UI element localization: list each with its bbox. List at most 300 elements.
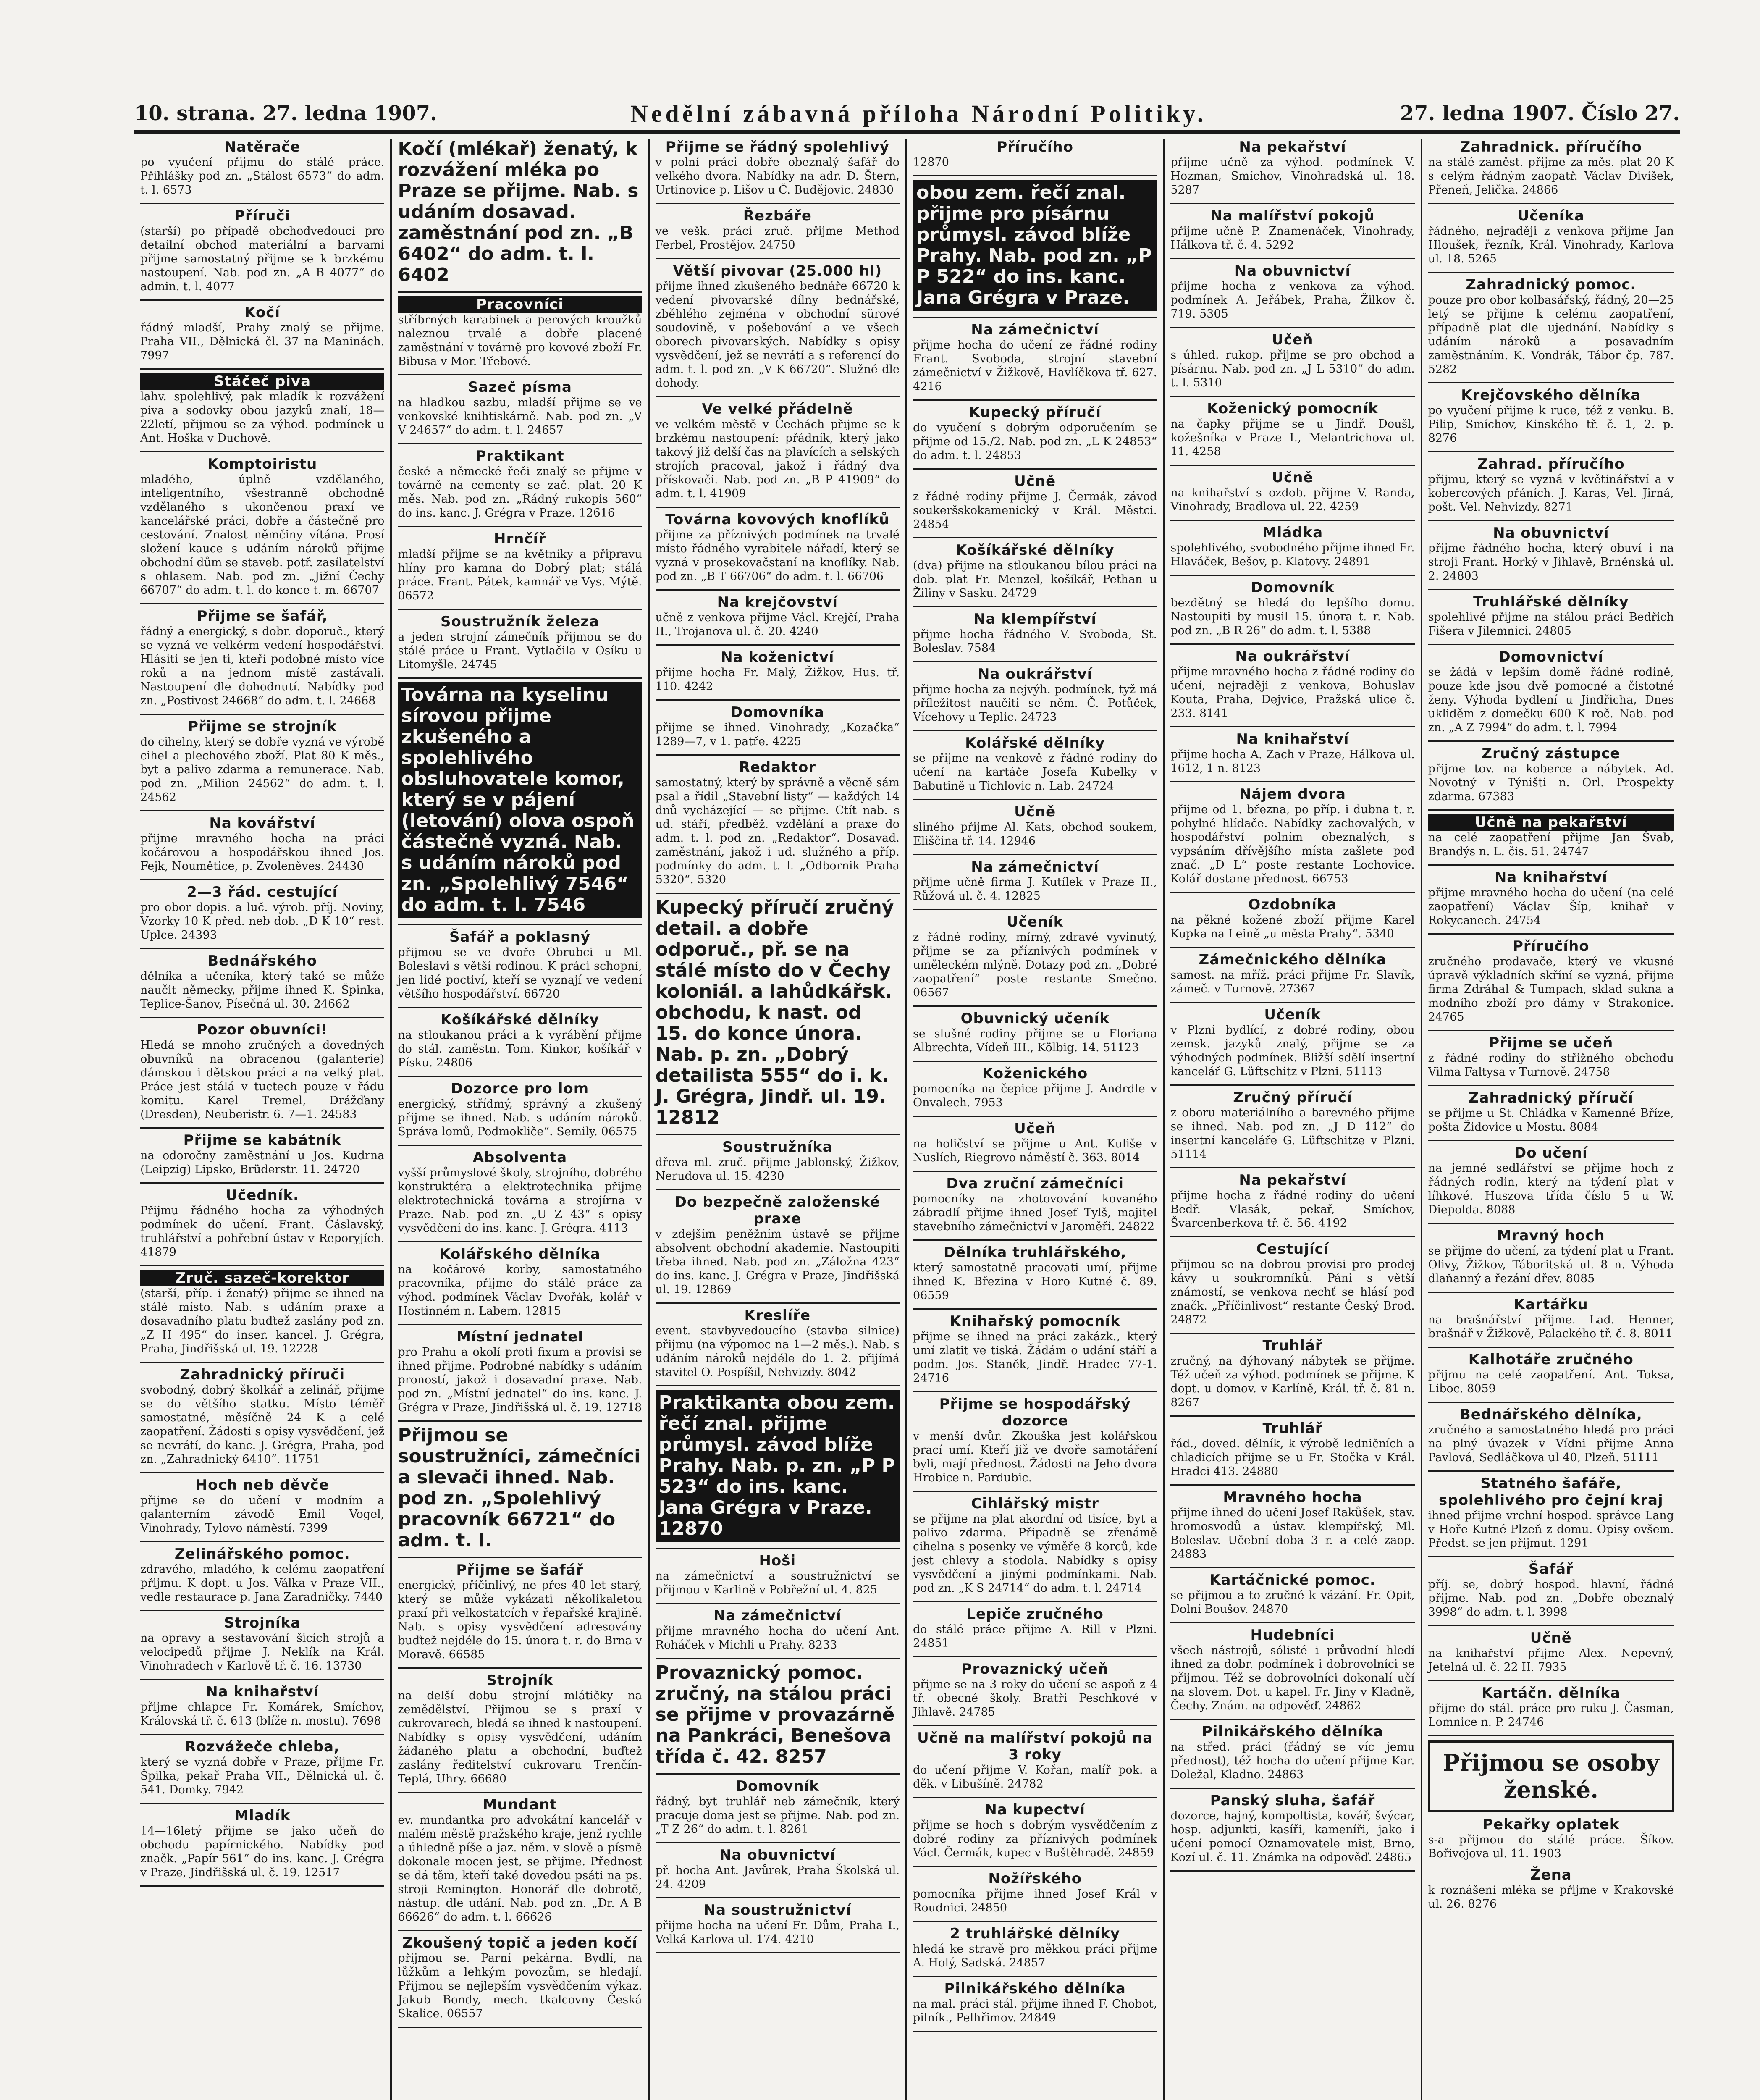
ad-divider: [913, 1866, 1157, 1867]
ad-body: hledá ke stravě pro měkkou práci přijme A. Holý, Sadská. 24857: [913, 1942, 1157, 1969]
ad-body: mladší přijme se na květníky a připravu hlíny pro kamna do Dobrý plat; stálá práce. Frant. Pátek, kamnář ve Vys. Mýtě. 06572: [398, 548, 642, 602]
ad-heading: Nájem dvora: [1239, 786, 1346, 803]
classified-ad: [913, 1244, 1157, 1302]
classified-ad: [913, 1730, 1157, 1791]
ad-heading: Přijme se šafář: [456, 1562, 584, 1578]
classified-ad: [656, 704, 900, 748]
ad-body: přijme hocha Fr. Malý, Žižkov, Hus. tř. 110. 4242: [655, 666, 900, 693]
ad-divider: [656, 1658, 900, 1659]
ad-heading: Rozvážeče chleba,: [185, 1738, 340, 1755]
classified-ad: [913, 1175, 1157, 1234]
ad-body: energický, střídmý, správný a zkušený přijme se ihned. Nab. s udáním nároků. Správa lomů, Podmokliče“. Semily. 06575: [398, 1097, 642, 1138]
classified-ad: [913, 858, 1157, 903]
ad-divider: [913, 799, 1157, 800]
ad-divider: [913, 175, 1157, 176]
classified-ad: [140, 1546, 384, 1604]
ad-display-text: Kupecký příručí zručný detail. a dobře odporuč., př. se na stálé místo do v Čechy koloniál. a lahůdkářsk. obchodu, k nast. od 15. do konce února. Nab. p. zn. „Dobrý detailista 555“ do i. k. J. Grégra, Jindř. ul. 19. 12812: [655, 897, 894, 1128]
ad-heading: Na koženictví: [721, 649, 834, 666]
ad-body: vyšší průmyslové školy, strojního, dobrého konstruktéra a elektrotechnika přijme elektrotechnická továrna a strojírna v Praze. Nab. pod zn. „U Z 43“ s opisy vysvědčení do ins. kanc. J. Grégra. 4113: [398, 1166, 642, 1235]
ad-heading: Přijme se učeň: [1489, 1034, 1613, 1051]
ad-heading: Na knihařství: [206, 1683, 319, 1700]
classified-ad: [1428, 207, 1674, 266]
ad-divider: [1170, 726, 1414, 727]
classified-ad: [913, 1495, 1157, 1595]
ad-heading: Zručný příručí: [1233, 1089, 1352, 1106]
ad-body: všech nástrojů, sólisté i průvodní hledí ihned za dobr. podmínek i dobrovolníci se přijmou. Též se dobrovolníci dokonalí učí na slovem. Dot. u kapel. Fr. Jiny v Kladně, Čechy. Znám. na odpověď. 24862: [1170, 1644, 1415, 1712]
ad-divider: [398, 677, 642, 679]
ad-divider: [398, 1930, 642, 1931]
ad-body: přijme ihned zkušeného bednáře 66720 k vedení pivovarské dílny bednářské, zběhlého zejména v obchodní sürové soudovině, v pošebování a ve všech oborech pivovarských. Nabídky s opisy vysvědčení, jež se nevrátí a s referencí do adm. t. l. pod zn. „V K 66720“. Služné dle dohody.: [655, 280, 900, 390]
ad-divider: [1428, 644, 1674, 645]
ad-heading: Učeník: [1264, 1006, 1321, 1023]
classified-ad: [656, 1778, 900, 1836]
classified-ad: [1170, 1572, 1414, 1616]
ad-divider: [1170, 520, 1414, 521]
classified-ad: [913, 735, 1157, 793]
masthead-title: Nedělní zábavná příloha Národní Politiky.: [630, 100, 1207, 127]
column-5: [1165, 139, 1422, 2100]
ad-body: po vyučení přijme k ruce, též z venku. B. Pilip, Smíchov, Kinského tř. č. 1, 2. p. 8276: [1428, 404, 1674, 445]
ad-body: 12870: [913, 156, 949, 169]
ad-divider: [656, 1548, 900, 1549]
classified-ad: [1170, 786, 1414, 886]
ad-body: k roznášení mléka se přijme v Krakovské ul. 26. 8276: [1428, 1884, 1674, 1911]
ad-heading: Kupecký příručí: [969, 404, 1101, 421]
ad-body: přijme do stál. práce pro ruku J. Časman, Lomnice n. P. 24746: [1428, 1702, 1674, 1729]
classified-ad: [140, 953, 384, 1011]
classified-ad: [1170, 139, 1414, 197]
ad-divider: [1428, 272, 1674, 273]
classified-ad: [913, 1801, 1157, 1860]
ad-body: na opravy a sestavování šicích strojů a velocipedů přijme J. Neklík na Král. Vinohradech v Karlově tř. č. 16. 13730: [140, 1632, 385, 1672]
classified-ad: [1170, 579, 1414, 638]
ad-body: na kočárové korby, samostatného pracovníka, přijme do stálé práce za výhod. podmínek Václav Dvořák, kolář v Hostinném n. Labem. 12815: [398, 1263, 642, 1318]
classified-ad: [656, 401, 900, 501]
ad-divider: [140, 1265, 384, 1266]
ad-divider: [913, 2031, 1157, 2032]
ad-divider: [913, 1116, 1157, 1117]
ad-divider: [913, 1656, 1157, 1657]
ad-body: ev. mundantka pro advokátní kancelář v malém městě pražského kraje, jenž rychle a úhledně píše a jaz. něm. v slově a písmě dokonale mocen jest, se přijme. Přednost se dá těm, kteří také dovedou psáti na ps. stroji Remington. Honorář dle dobrotě, nástup. dle udání. Nab. pod zn. „Dr. A B 66626“ do adm. t. l. 66626: [398, 1814, 642, 1924]
ad-divider: [140, 1803, 384, 1804]
ad-body: se přijme u St. Chládka v Kamenné Bříze, pošta Židovice u Mostu. 8084: [1428, 1107, 1674, 1134]
ad-body: energický, příčinlivý, ne přes 40 let starý, který se může vykázati několikaletou praxí při velkostatcích v řepařské krajině. Nab. s opisy vysvědčení adresovány buďtež nejdéle do 15. února t. r. do Brna v Moravě. 66585: [398, 1579, 642, 1661]
ad-heading: Pilnikářského dělníka: [944, 1980, 1126, 1997]
ad-body: ve vešk. práci zruč. přijme Method Ferbel, Prostějov. 24750: [655, 225, 900, 252]
classified-ad: [140, 1738, 384, 1797]
ad-heading: Kolářské dělníky: [965, 735, 1105, 751]
classified-ad: [398, 1149, 642, 1235]
ad-body: řád., doved. dělník, k výrobě ledničních a chladicích přijme se u Fr. Stočka v Král. Hradci 413. 24880: [1170, 1437, 1415, 1478]
classified-ad: [1170, 1489, 1414, 1561]
ad-heading: Mladík: [234, 1807, 291, 1824]
ad-divider: [1170, 1484, 1414, 1486]
classified-ad: [913, 321, 1157, 394]
ad-body: samost. na mříž. práci přijme Fr. Slavík, zámeč. v Turnově. 27367: [1170, 969, 1415, 995]
ad-divider: [1428, 1402, 1674, 1403]
classified-ad: [398, 613, 642, 672]
ad-divider: [913, 1601, 1157, 1602]
ad-heading: Na obuvnictví: [1234, 262, 1351, 279]
ad-heading: Dva zruční zámečníci: [946, 1175, 1124, 1192]
ad-body: na delší dobu strojní mlátičky na zemědělství. Přijmou se s praxí v cukrovarech, bledá se ihned k nastoupení. Nabídky s opisy vysvědčení, udáním žádaného platu a obchodní, buďtež zaslány ředitelství cukrovaru Trenčín-Teplá, Uhry. 66680: [398, 1689, 642, 1785]
ad-heading: Na kupectví: [985, 1801, 1085, 1818]
ad-body: pomocníka na čepice přijme J. Andrdle v Onvalech. 7953: [913, 1082, 1157, 1109]
ad-heading: Pozor obuvníci!: [197, 1021, 328, 1038]
classified-ad: [1428, 814, 1674, 858]
ad-divider: [913, 399, 1157, 401]
ad-heading: Kartáčnické pomoc.: [1209, 1572, 1376, 1588]
ad-heading: Hoch neb děvče: [195, 1477, 329, 1494]
classified-ad: [140, 1132, 384, 1176]
ad-divider: [656, 1842, 900, 1843]
ad-heading: Na zámečnictví: [971, 858, 1099, 875]
ad-divider: [398, 1076, 642, 1077]
classified-ad: [1170, 1089, 1414, 1161]
classified-ad: [1170, 896, 1414, 941]
ad-body: bezdětný se hledá do lepšího domu. Nastoupiti by musil 15. února t. r. Nab. pod zn. „B R 26“ do adm. t. l. 5388: [1170, 596, 1415, 637]
ad-body: přijme mravného hocha do učení Ant. Roháček v Michli u Prahy. 8233: [655, 1625, 900, 1651]
ad-heading: Praktikant: [475, 448, 564, 465]
classified-ad: [1428, 1630, 1674, 1674]
ad-body: pouze pro obor kolbasářský, řádný, 20—25 letý se přijme k celému zaopatření, případně plat dle ujednání. Nabídky s udáním nároků a posavadním zaměstnáním. K. Vondrák, Tábor čp. 787. 5282: [1428, 294, 1674, 376]
ad-divider: [398, 374, 642, 375]
ad-divider: [1428, 740, 1674, 742]
ad-heading: Na klempířství: [973, 611, 1097, 627]
ad-divider: [913, 1921, 1157, 1922]
ad-body: řádný, byt truhlář neb zámečník, který pracuje doma jest se přijme. Nab. pod zn. „T Z 26“ do adm. t. l. 8261: [655, 1795, 900, 1836]
ad-body: přijmou se. Parní pekárna. Bydlí, na lůžkům a lehkým povozům, se hledají. Přijmou se nejlepším vysvědčením výkaz. Jakub Bondy, mech. tkalcovny Česká Skalice. 06557: [398, 1952, 642, 2020]
classified-ad: [913, 1661, 1157, 1719]
ad-heading: Domovník: [735, 1778, 819, 1795]
classified-ad: [1428, 648, 1674, 735]
ad-heading: Hrnčíř: [493, 530, 546, 547]
ad-heading: Ve velké přádelně: [702, 401, 853, 417]
ad-heading: Košíkářské dělníky: [441, 1011, 599, 1028]
ad-heading: Krejčovského dělníka: [1461, 387, 1641, 404]
ad-heading: Do učení: [1514, 1144, 1588, 1161]
ad-divider: [1170, 203, 1414, 204]
classified-ad: [1428, 869, 1674, 927]
section-box-women: Přijmou se osoby ženské.: [1428, 1740, 1674, 1812]
ad-heading: Přijme se kabátník: [183, 1132, 341, 1149]
ad-heading: Na krejčovství: [717, 594, 838, 611]
classified-ad: [656, 1552, 900, 1597]
ad-divider: [1170, 1719, 1414, 1720]
ad-divider: [140, 1734, 384, 1735]
ad-divider: [1170, 1622, 1414, 1623]
ad-heading: Učeník: [1007, 914, 1064, 930]
ad-heading: Statného šafáře, spolehlivého pro čejní kraj: [1439, 1475, 1663, 1509]
ad-body: na knihařství s ozdob. přijme V. Randa, Vinohrady, Bradlova ul. 22. 4259: [1170, 486, 1415, 513]
ad-body: (dva) přijme na stloukanou bílou práci na dob. plat Fr. Menzel, košíkář, Pethan u Žiliny v Sasku. 24729: [913, 559, 1157, 600]
ad-divider: [913, 537, 1157, 538]
ad-body: který samostatně pracovati umí, přijme ihned K. Březina v Horo Kutné č. 89. 06559: [913, 1261, 1157, 1302]
ad-heading: Na zámečnictví: [713, 1607, 842, 1624]
ad-body: se přijmou a to zručné k vázání. Fr. Opit, Dolní Boušov. 24870: [1170, 1589, 1415, 1616]
ad-divider: [913, 1239, 1157, 1241]
ad-divider: [656, 258, 900, 259]
classified-ad: [140, 1614, 384, 1673]
ad-divider: [1170, 1788, 1414, 1789]
ad-body: přijme se na 3 roky do učení se aspoň z 4 tř. obecné školy. Bratři Peschkové v Jihlavě. 24785: [913, 1678, 1157, 1719]
ad-body: na stloukanou práci a k vyrábění přijme do stál. zaměstn. Tom. Kinkor, košíkář v Písku. 24806: [398, 1029, 642, 1069]
ad-heading: Přijme se šafář,: [197, 608, 328, 625]
ad-heading: Učeníka: [1517, 207, 1584, 224]
classified-ad: [140, 1187, 384, 1259]
ad-body: Hledá se mnoho zručných a dovedných obuvníků na obracenou (galanterie) dámskou i dětskou práci a na velký plat. Práce jest stálá v tuctech pouze v řádu komitu. Karel Tremel, Drážďany (Dresden), Neuberistr. 6. 7—1. 24583: [140, 1039, 385, 1121]
ad-body: v menší dvůr. Zkouška jest kolářskou prací umí. Kteří již ve dvoře samotáření byli, mají přednost. Žádosti na Jeho dvora Hrobice n. Pardubic.: [913, 1430, 1157, 1484]
ad-heading: Příručího: [997, 139, 1073, 155]
ad-divider: [1170, 1870, 1414, 1872]
ad-divider: [1170, 1084, 1414, 1086]
ad-divider: [140, 948, 384, 949]
ad-heading: Cihlářský mistr: [971, 1495, 1099, 1512]
classified-ad: [913, 611, 1157, 655]
ad-heading: Na malířství pokojů: [1210, 207, 1375, 224]
ad-divider: [140, 810, 384, 811]
ad-heading: Na oukrářství: [978, 666, 1093, 682]
classified-ad: [140, 456, 384, 597]
ad-heading: Koženický pomocník: [1207, 400, 1378, 417]
ad-body: svobodný, dobrý školkář a zelinář, přijme se do většího statku. Místo téměř samostatné, měsíčně 24 K a celé zaopatření. Žádosti s opisy vysvědčení, jež se nevrátí, do kanc. J. Grégra, Praha, pod zn. „Zahradnický 6410“. 11751: [140, 1383, 385, 1466]
ad-divider: [1428, 1470, 1674, 1472]
classified-ad: [140, 815, 384, 873]
classified-ad: [1170, 331, 1414, 390]
ad-divider: [1428, 809, 1674, 811]
ad-heading: Absolventa: [472, 1149, 567, 1166]
ad-divider: [1170, 1236, 1414, 1237]
ad-heading: Dozorce pro lom: [451, 1080, 589, 1097]
ad-body: přijmou se na dobrou provisi pro prodej kávy u soukromníků. Páni s větší známostí, se venkova nechť se hlásí pod značk. „Příčinlivost“ restante Český Brod. 24872: [1170, 1258, 1415, 1326]
ad-heading: Natěrače: [224, 139, 301, 155]
ad-heading: Zahradnick. příručího: [1460, 139, 1642, 155]
ad-heading: Do bezpečně založenské praxe: [674, 1194, 880, 1227]
ad-body: zdravého, mladého, k celému zaopatření přijmu. K dopt. u Jos. Válka v Praze VII., vedle restaurace p. Jana Zaradničky. 7440: [140, 1563, 385, 1604]
ad-divider: [140, 1541, 384, 1542]
ad-heading: Na obuvnictví: [1493, 525, 1609, 541]
ad-body: do učení přijme V. Kořan, malíř pok. a děk. v Libušíně. 24782: [913, 1764, 1157, 1790]
classified-ad: [398, 1935, 642, 2021]
ad-heading: Na knihařství: [1236, 731, 1349, 748]
classified-ad: [1170, 1337, 1414, 1410]
classified-ad: [1170, 207, 1414, 252]
ad-body: přijme hocha za nejvýh. podmínek, tyž má příležitost naučiti se něm. Č. Potůček, Vícehovy u Teplic. 24723: [913, 683, 1157, 724]
classified-ad: [656, 511, 900, 583]
ad-heading: Učedník.: [226, 1187, 299, 1204]
ad-display-text: Přijmou se soustružníci, zámečníci a slevači ihned. Nab. pod zn. „Spolehlivý pracovník 66721“ do adm. t. l.: [398, 1425, 641, 1551]
classified-ad: [913, 1925, 1157, 1970]
ad-body: na brašnářství přijme. Lad. Henner, brašnář v Žižkově, Palackého tř. č. 8. 8011: [1428, 1313, 1674, 1340]
ad-divider: [913, 606, 1157, 607]
ad-body: dozorce, hajný, kompoltista, kovář, švýcar, hosp. adjunkti, kasíři, kameníři, jako i učení pomocí Oznamovatele mist, Brno, Kozí ul. č. 11. Známka na odpověď. 24865: [1170, 1809, 1415, 1864]
ad-heading: Zámečnického dělníka: [1199, 951, 1387, 968]
ad-heading: Učně: [1014, 473, 1056, 490]
ad-heading: Hoši: [759, 1552, 796, 1569]
ad-body: z řádné rodiny přijme J. Čermák, závod soukeršskokamenický v Král. Městci. 24854: [913, 490, 1157, 531]
ad-heading: Obuvnický učeník: [960, 1010, 1110, 1027]
classified-ad: [913, 1980, 1157, 2025]
classified-ad: [140, 1477, 384, 1535]
ad-divider: [656, 1603, 900, 1604]
classified-ad: [140, 304, 384, 362]
ad-divider: [140, 1127, 384, 1129]
classified-columns: [134, 139, 1680, 2100]
ad-heading: Šafář: [1528, 1561, 1574, 1578]
ad-divider: [913, 468, 1157, 470]
ad-divider: [398, 1007, 642, 1008]
ad-heading: Koženického: [982, 1065, 1088, 1082]
ad-body: přijme učně P. Znamenáček, Vinohrady, Hálkova tř. č. 4. 5292: [1170, 225, 1415, 252]
ad-heading: Zruč. sazeč-korektor: [140, 1270, 384, 1286]
ad-heading: Učně na pekařství: [1428, 814, 1674, 831]
classified-ad: [398, 929, 642, 1001]
ad-heading: Mravného hocha: [1223, 1489, 1362, 1506]
ad-divider: [913, 1060, 1157, 1062]
ad-body: s-a přijmou do stálé práce. Šíkov. Bořivojova ul. 11. 1903: [1428, 1833, 1674, 1860]
ad-divider: [1428, 451, 1674, 452]
classified-ad: [398, 448, 642, 520]
ad-heading: Zahradnický příručí: [1468, 1089, 1634, 1106]
ad-heading: Kreslíře: [744, 1307, 811, 1324]
ad-heading: Na knihařství: [1494, 869, 1608, 886]
classified-ad: [656, 1194, 900, 1297]
ad-divider: [913, 661, 1157, 662]
classified-ad: [656, 897, 900, 1128]
ad-heading: Truhlář: [1262, 1337, 1323, 1354]
classified-ad: [1428, 1685, 1674, 1729]
ad-body: (starší, příp. i ženatý) přijme se ihned na stálé místo. Nab. s udáním praxe a dosavadního platu buďtež zaslány pod zn. „Z H 495“ do inser. kancel. J. Grégra, Praha, Jindřišská ul. 19. 12228: [140, 1287, 385, 1355]
ad-body: pro Prahu a okolí proti fixum a provisi se ihned přijme. Podrobné nabídky s udáním proností, jakož i dosavadní praxe. Nab. pod zn. „Místní jednatel“ do ins. kanc. J. Grégra v Praze, Jindřišská ul. č. 19. 12718: [398, 1346, 642, 1414]
ad-body: spolehlivého, svobodného přijme ihned Fr. Hlaváček, Bešov, p. Klatovy. 24891: [1170, 541, 1415, 568]
ad-body: se přijme na venkově z řádné rodiny do učení na kartáče Josefa Kubelky v Babutině u Tichlovic n. Lab. 24724: [913, 752, 1157, 793]
ad-body: na čapky přijme se u Jindř. Doušl, kožešníka v Praze I., Melantrichova ul. 11. 4258: [1170, 417, 1415, 458]
ad-heading: Na pekařství: [1239, 1172, 1346, 1189]
ad-body: řádný a energický, s dobr. doporuč., který se vyzná ve velkérm vedení hospodářství. Hlásiti se jen ti, kteří podobné místo více roků a na jednom místě zastávali. Nastoupení dle dohodnutí. Nabídky pod zn. „Postivost 24668“ do adm. t. l. 24668: [140, 625, 385, 707]
ad-divider: [140, 714, 384, 715]
ad-body: do vyučení s dobrým odporučením se přijme od 15./2. Nab. pod zn. „L K 24853“ do adm. t. l. 24853: [913, 421, 1157, 462]
ad-heading: Příručího: [1512, 938, 1590, 955]
classified-ad: [398, 1796, 642, 1924]
ad-body: do stálé práce přijme A. Rill v Plzni. 24851: [913, 1623, 1157, 1650]
ad-body: přijmu, který se vyzná v květinářství a v kobercových přáních. J. Karas, Vel. Jirná, pošt. Vel. Nehvizdy. 8271: [1428, 473, 1674, 514]
ad-divider: [398, 1324, 642, 1325]
classified-ad: [1170, 648, 1414, 720]
classified-ad: [1428, 1296, 1674, 1341]
ad-divider: [140, 1017, 384, 1018]
ad-body: z řádné rodiny do střižného obchodu Vilma Faltysa v Turnově. 24758: [1428, 1052, 1674, 1079]
ad-heading: Na oukrářství: [1235, 648, 1350, 665]
ad-body: dřeva ml. zruč. přijme Jablonský, Žižkov, Nerudova ul. 15. 4230: [655, 1156, 900, 1183]
classified-ad: [140, 207, 384, 294]
ad-divider: [1170, 1333, 1414, 1334]
classified-ad: [913, 180, 1157, 311]
ad-divider: [398, 1792, 642, 1793]
column-1: [134, 139, 392, 2100]
classified-ad: [913, 666, 1157, 724]
ad-divider: [140, 451, 384, 452]
ad-divider: [656, 1385, 900, 1386]
ad-body: přijme se hoch s dobrým vysvědčením z dobré rodiny za příznivých podmínek Václ. Čermák, kupec v Buštěhradě. 24859: [913, 1819, 1157, 1859]
ad-divider: [398, 291, 642, 293]
ad-heading: Domovníka: [730, 704, 824, 721]
ad-divider: [398, 443, 642, 444]
ad-heading: Kartářku: [1513, 1296, 1588, 1313]
classified-ad: [656, 139, 900, 197]
ad-divider: [140, 1362, 384, 1363]
ad-body: se přijme do učení, za týdení plat u Frant. Olivy, Žižkov, Táboritská ul. 8 n. Výhoda dlaňanný a řezání dřev. 8085: [1428, 1244, 1674, 1285]
ad-display-text: Provaznický pomoc. zručný, na stálou práci se přijme v provazárně na Pankráci, Benešova třída č. 42. 8257: [655, 1662, 895, 1767]
ad-body: pomocníka přijme ihned Josef Král v Roudnici. 24850: [913, 1887, 1157, 1914]
classified-ad: [1428, 1866, 1674, 1911]
ad-body: přijmou se ve dvoře Obrubci u Ml. Boleslavi s větší rodinou. K práci schopní, jen lidé poctiví, kteří se vyznají ve vedení většího hospodářství. 66720: [398, 946, 642, 1000]
classified-ad: [1170, 524, 1414, 569]
classified-ad: [140, 1021, 384, 1121]
classified-ad: [140, 884, 384, 942]
classified-ad: [140, 608, 384, 708]
column-6: [1422, 139, 1680, 2100]
ad-divider: [656, 396, 900, 397]
ad-body: přijme ihned do učení Josef Rakůšek, stav. hromosvodů a ústav. klempířský, Ml. Boleslav. Učební doba 3 r. a celé zaop. 24883: [1170, 1506, 1415, 1561]
ad-divider: [913, 1171, 1157, 1172]
ad-heading: Mravný hoch: [1497, 1227, 1605, 1244]
classified-ad: [398, 1246, 642, 1318]
ad-heading: Přijme se hospodářský dozorce: [939, 1396, 1131, 1429]
ad-divider: [1170, 947, 1414, 948]
classified-ad: [1428, 1144, 1674, 1217]
classified-ad: [1428, 1351, 1674, 1396]
page-header: [134, 97, 1680, 134]
ad-divider: [1170, 892, 1414, 893]
ad-heading: Učně: [1272, 469, 1314, 486]
ad-divider: [913, 854, 1157, 855]
ad-heading: Zelinářského pomoc.: [174, 1546, 350, 1562]
ad-body: na knihařství přijme Alex. Nepevný, Jetelná ul. č. 22 II. 7935: [1428, 1647, 1674, 1674]
classified-ad: [913, 473, 1157, 531]
ad-body: přijme tov. na koberce a nábytek. Ad. Novotný v Týništi n. Orl. Prospekty zdarma. 67383: [1428, 762, 1674, 803]
ad-divider: [913, 1308, 1157, 1310]
classified-ad: [1428, 593, 1674, 638]
classified-ad: [1170, 400, 1414, 459]
ad-heading: Na zámečnictví: [971, 321, 1099, 338]
ad-divider: [1428, 933, 1674, 934]
ad-heading: Komptoiristu: [207, 456, 317, 472]
ad-divider: [656, 1302, 900, 1304]
classified-ad: [656, 759, 900, 887]
classified-ad: [1170, 1006, 1414, 1079]
classified-ad: [656, 594, 900, 638]
ad-divider: [1428, 1140, 1674, 1141]
classified-ad: [913, 404, 1157, 462]
ad-divider: [398, 609, 642, 610]
ad-body: přijme učně za výhod. podmínek V. Hozman, Smíchov, Vinohradská ul. 18. 5287: [1170, 156, 1415, 197]
classified-ad: [398, 1328, 642, 1415]
ad-body: přijme hocha řádného V. Svoboda, St. Boleslav. 7584: [913, 628, 1157, 655]
ad-body: přijme hocha na učení Fr. Dům, Praha I., Velká Karlova ul. 174. 4210: [655, 1919, 900, 1946]
ad-heading: Na soustružnictví: [703, 1902, 851, 1919]
ad-heading: Knihařský pomocník: [950, 1313, 1120, 1330]
ad-body: zručný, na dýhovaný nábytek se přijme. Též učeň za výhod. podmínek se přijme. K dopt. u domov. v Karlíně, Král. tř. č. 81 n. 8267: [1170, 1354, 1415, 1409]
ad-divider: [913, 1391, 1157, 1392]
ad-body: event. stavbyvedoucího (stavba silnice) přijmu (na výpomoc na 1—2 měs.). Nab. s udáním nároků nejdéle do 1. 2. přijímá stavitel O. Pospíšil, Nehvizdy. 8042: [655, 1324, 900, 1379]
classified-ad: [1170, 1792, 1414, 1864]
ad-divider: [398, 924, 642, 925]
ad-body: v Plzni bydlící, z dobré rodiny, obou zemsk. jazyků znalý, přijme se za výhodných podmínek. Bližší sdělí insertní kancelář G. Lüftschitz v Plzni. 51113: [1170, 1024, 1415, 1078]
ad-heading: Dělníka truhlářského,: [943, 1244, 1127, 1261]
ad-body: přijme hocha z řádné rodiny do učení Bedř. Vlasák, pekař, Smíchov, Švarcenberkova tř. č. 56. 4192: [1170, 1189, 1415, 1230]
ad-body: zručného a samostatného hledá pro práci na plný úvazek v Vídni přijme Anna Pavlová, Sedláčkova ul 40, Plzeň. 51111: [1428, 1423, 1674, 1464]
ad-divider: [1428, 203, 1674, 204]
